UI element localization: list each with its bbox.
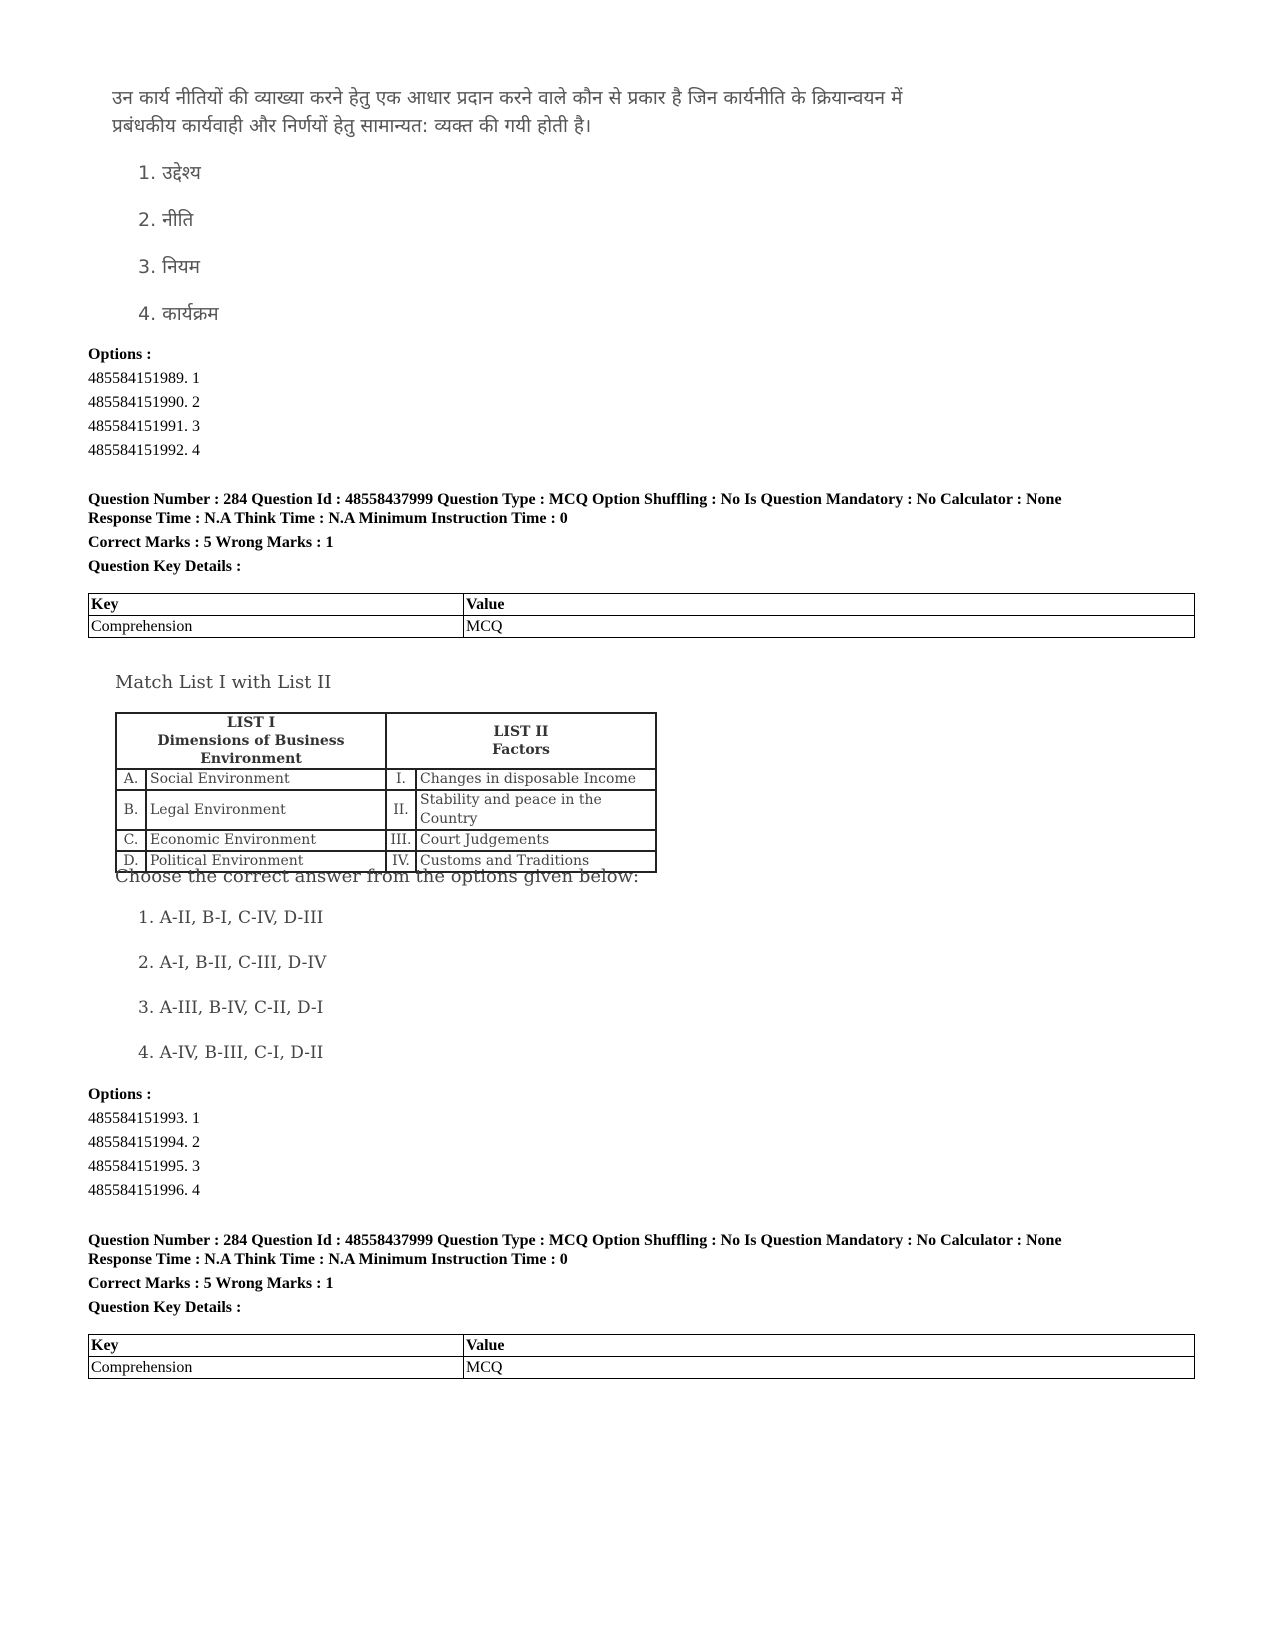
value-cell: MCQ xyxy=(464,616,1195,638)
match-row xyxy=(116,790,656,830)
option-id: 485584151993. 1 xyxy=(88,1110,200,1127)
factor-cell: Changes in disposable Income xyxy=(416,769,656,790)
option-id: 485584151994. 2 xyxy=(88,1134,200,1151)
question-line: प्रबंधकीय कार्यवाही और निर्णयों हेतु सामान्यत: व्यक्त की गयी होती है। xyxy=(112,115,592,137)
question-line: उन कार्य नीतियों की व्याख्या करने हेतु एक आधार प्रदान करने वाले कौन से प्रकार है जिन कार्यनीति के क्रियान्वयन में xyxy=(112,87,903,109)
dimension-cell: Economic Environment xyxy=(146,830,386,851)
match-row xyxy=(116,769,656,790)
key-details-heading: Question Key Details : xyxy=(88,1299,242,1316)
choice-item: 3. A-III, B-IV, C-II, D-I xyxy=(138,998,324,1018)
marks-line: Correct Marks : 5 Wrong Marks : 1 xyxy=(88,534,334,551)
value-header: Value xyxy=(464,594,1195,616)
list1-subheader: Dimensions of Business Environment xyxy=(157,733,345,767)
option-id: 485584151991. 3 xyxy=(88,418,200,435)
list1-header-cell xyxy=(116,713,386,769)
letter-cell: A. xyxy=(116,769,146,790)
key-header: Key xyxy=(89,1335,464,1357)
value-header: Value xyxy=(464,1335,1195,1357)
option-id: 485584151990. 2 xyxy=(88,394,200,411)
options-list-2 xyxy=(88,1083,200,1203)
letter-cell: C. xyxy=(116,830,146,851)
question-meta-2 xyxy=(88,1231,1198,1317)
key-cell: Comprehension xyxy=(89,1357,464,1379)
question-info-line: Question Number : 284 Question Id : 48558437999 Question Type : MCQ Option Shuffling : No Is Question Mandatory : No Calculator : None xyxy=(88,491,1062,508)
question-meta-1 xyxy=(88,490,1198,576)
factor-cell: Customs and Traditions xyxy=(416,851,656,872)
question-info-line: Question Number : 284 Question Id : 48558437999 Question Type : MCQ Option Shuffling : No Is Question Mandatory : No Calculator : None xyxy=(88,1232,1062,1249)
match-title: Match List I with List II xyxy=(115,672,332,693)
list2-subheader: Factors xyxy=(492,742,550,758)
dimension-cell: Political Environment xyxy=(146,851,386,872)
choice-item: 1. उद्देश्य xyxy=(138,162,201,184)
marks-line: Correct Marks : 5 Wrong Marks : 1 xyxy=(88,1275,334,1292)
choice-item: 4. A-IV, B-III, C-I, D-II xyxy=(138,1043,324,1063)
options-label: Options : xyxy=(88,346,152,363)
choice-item: 2. A-I, B-II, C-III, D-IV xyxy=(138,953,327,973)
hindi-choice-list xyxy=(138,158,219,346)
roman-cell: III. xyxy=(386,830,416,851)
list2-header-cell xyxy=(386,713,656,769)
dimension-cell: Social Environment xyxy=(146,769,386,790)
choice-item: 2. नीति xyxy=(138,209,194,231)
key-cell: Comprehension xyxy=(89,616,464,638)
factor-cell: Stability and peace in the Country xyxy=(416,790,656,830)
roman-cell: II. xyxy=(386,790,416,830)
list2-header: LIST II xyxy=(493,724,549,740)
options-label: Options : xyxy=(88,1086,152,1103)
key-details-table-2 xyxy=(88,1334,1195,1379)
option-id: 485584151989. 1 xyxy=(88,370,200,387)
key-header: Key xyxy=(89,594,464,616)
question-time-line: Response Time : N.A Think Time : N.A Minimum Instruction Time : 0 xyxy=(88,1251,568,1268)
options-list-1 xyxy=(88,343,200,463)
choice-item: 4. कार्यक्रम xyxy=(138,303,219,325)
match-choice-list xyxy=(138,904,326,1084)
hindi-question-text xyxy=(112,84,1012,140)
option-id: 485584151996. 4 xyxy=(88,1182,200,1199)
dimension-cell: Legal Environment xyxy=(146,790,386,830)
choice-item: 1. A-II, B-I, C-IV, D-III xyxy=(138,908,324,928)
option-id: 485584151995. 3 xyxy=(88,1158,200,1175)
value-cell: MCQ xyxy=(464,1357,1195,1379)
roman-cell: IV. xyxy=(386,851,416,872)
option-id: 485584151992. 4 xyxy=(88,442,200,459)
key-details-table-1 xyxy=(88,593,1195,638)
letter-cell: D. xyxy=(116,851,146,872)
list1-header: LIST I xyxy=(226,715,276,731)
roman-cell: I. xyxy=(386,769,416,790)
factor-cell: Court Judgements xyxy=(416,830,656,851)
match-list-table xyxy=(115,712,657,873)
choose-instruction: Choose the correct answer from the options given below: xyxy=(115,866,640,887)
choice-item: 3. नियम xyxy=(138,256,201,278)
question-time-line: Response Time : N.A Think Time : N.A Minimum Instruction Time : 0 xyxy=(88,510,568,527)
letter-cell: B. xyxy=(116,790,146,830)
key-details-heading: Question Key Details : xyxy=(88,558,242,575)
match-row xyxy=(116,830,656,851)
